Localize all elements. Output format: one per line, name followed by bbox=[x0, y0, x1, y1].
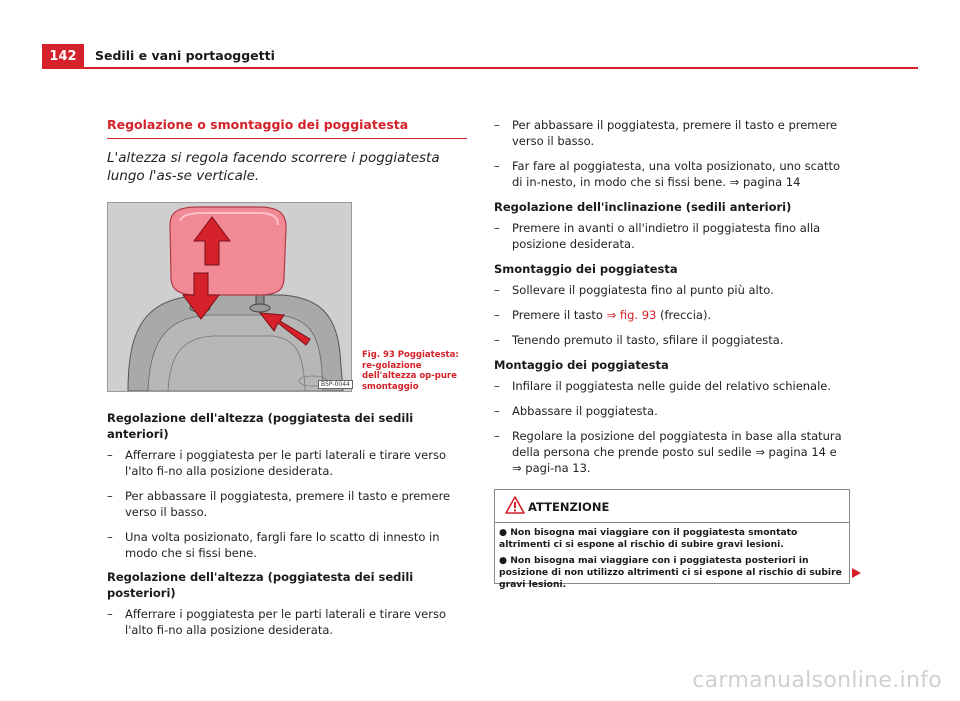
warning-item: ● Non bisogna mai viaggiare con i poggiatesta posteriori in posizione di non utilizzo altrimenti ci si espone al rischio di subire gravi lesioni. bbox=[499, 555, 842, 590]
page-number: 142 bbox=[42, 44, 84, 68]
list-item: – Tenendo premuto il tasto, sfilare il poggiatesta. bbox=[494, 333, 784, 347]
subheading-removal: Smontaggio dei poggiatesta bbox=[494, 262, 678, 276]
list-item: – Infilare il poggiatesta nelle guide del relativo schienale. bbox=[494, 379, 832, 393]
subheading-rear-height: Regolazione dell'altezza (poggiatesta dei sedili posteriori) bbox=[107, 570, 414, 600]
headrest-illustration bbox=[107, 202, 352, 392]
subheading-inclination: Regolazione dell'inclinazione (sedili anteriori) bbox=[494, 200, 792, 214]
figure-93 bbox=[107, 202, 467, 392]
chapter-title: Sedili e vani portaoggetti bbox=[95, 48, 275, 63]
warning-header bbox=[495, 490, 849, 523]
section-title: Regolazione o smontaggio dei poggiatesta bbox=[107, 117, 467, 139]
figure-caption: Fig. 93 Poggiatesta: re-golazione dell'altezza op-pure smontaggio bbox=[362, 350, 459, 392]
warning-item: ● Non bisogna mai viaggiare con il poggiatesta smontato altrimenti ci si espone al rischio di subire gravi lesioni. bbox=[499, 527, 798, 550]
warning-icon bbox=[505, 496, 525, 514]
right-column bbox=[494, 117, 850, 476]
list-item: – Per abbassare il poggiatesta, premere il tasto e premere verso il basso. bbox=[494, 118, 838, 148]
list-item: – Abbassare il poggiatesta. bbox=[494, 404, 658, 418]
list-item: – Far fare al poggiatesta, una volta posizionato, uno scatto di in-nesto, in modo che si fissi bene. ⇒ pagina 14 bbox=[494, 159, 841, 189]
subheading-front-height: Regolazione dell'altezza (poggiatesta dei sedili anteriori) bbox=[107, 411, 414, 441]
figure-link[interactable]: ⇒ fig. 93 bbox=[606, 308, 657, 322]
list-item: – Una volta posizionato, fargli fare lo scatto di innesto in modo che si fissi bene. bbox=[107, 530, 440, 560]
list-item: – Regolare la posizione del poggiatesta in base alla statura della persona che prende posto sul sedile ⇒ pagina 14 e ⇒ pagi-na 13. bbox=[494, 429, 842, 475]
watermark: carmanualsonline.info bbox=[692, 668, 942, 693]
subheading-mounting: Montaggio dei poggiatesta bbox=[494, 358, 669, 372]
figure-code: B5P-0044 bbox=[318, 380, 353, 389]
list-item: – Afferrare i poggiatesta per le parti laterali e tirare verso l'alto fi-no alla posizione desiderata. bbox=[107, 607, 447, 637]
list-item: – Premere il tasto ⇒ fig. 93 (freccia). bbox=[494, 308, 712, 322]
left-column bbox=[107, 117, 467, 638]
list-item: – Afferrare i poggiatesta per le parti laterali e tirare verso l'alto fi-no alla posizione desiderata. bbox=[107, 448, 447, 478]
warning-box bbox=[494, 489, 850, 590]
list-item: – Sollevare il poggiatesta fino al punto più alto. bbox=[494, 283, 774, 297]
headrest-drawing bbox=[108, 203, 351, 391]
list-item: – Per abbassare il poggiatesta, premere il tasto e premere verso il basso. bbox=[107, 489, 451, 519]
header-divider bbox=[42, 67, 918, 69]
warning-title: ATTENZIONE bbox=[528, 500, 610, 514]
section-intro: L'altezza si regola facendo scorrere i poggiatesta lungo l'as-se verticale. bbox=[107, 150, 440, 184]
list-item: – Premere in avanti o all'indietro il poggiatesta fino alla posizione desiderata. bbox=[494, 221, 821, 251]
continue-arrow-icon bbox=[852, 568, 861, 578]
